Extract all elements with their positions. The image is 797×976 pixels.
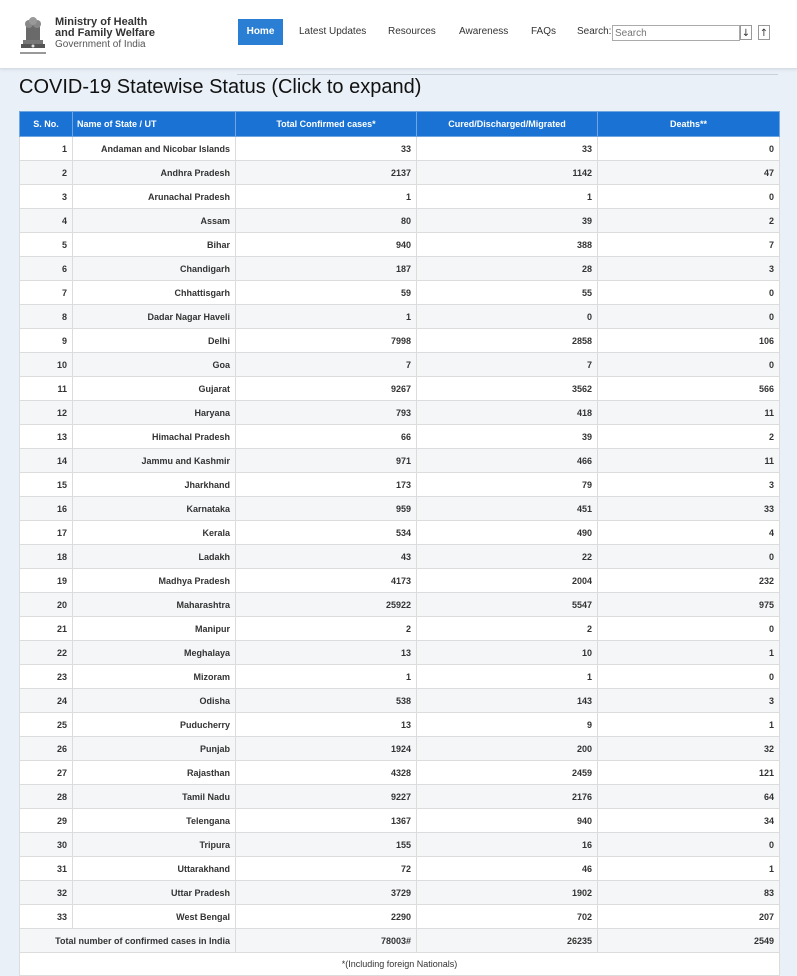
row-serial-no: 11 (20, 377, 73, 401)
row-confirmed: 33 (236, 137, 417, 161)
row-serial-no: 1 (20, 137, 73, 161)
row-serial-no: 23 (20, 665, 73, 689)
arrow-up-button[interactable]: ↑ (758, 25, 770, 40)
row-deaths: 33 (598, 497, 780, 521)
row-state-name: Karnataka (73, 497, 236, 521)
table-row[interactable] (20, 449, 780, 473)
table-row[interactable] (20, 761, 780, 785)
row-serial-no: 2 (20, 161, 73, 185)
row-cured: 2459 (417, 761, 598, 785)
table-row[interactable] (20, 161, 780, 185)
row-state-name: Uttar Pradesh (73, 881, 236, 905)
nav-latest-updates[interactable]: Latest Updates (299, 26, 367, 37)
row-state-name: Arunachal Pradesh (73, 185, 236, 209)
row-state-name: Tripura (73, 833, 236, 857)
row-cured: 39 (417, 209, 598, 233)
row-deaths: 83 (598, 881, 780, 905)
row-confirmed: 187 (236, 257, 417, 281)
arrow-down-button[interactable]: ↓ (740, 25, 752, 40)
row-state-name: Punjab (73, 737, 236, 761)
row-confirmed: 959 (236, 497, 417, 521)
row-deaths: 32 (598, 737, 780, 761)
row-confirmed: 2 (236, 617, 417, 641)
table-header-row (20, 112, 780, 137)
table-row[interactable] (20, 809, 780, 833)
table-row[interactable] (20, 569, 780, 593)
row-confirmed: 80 (236, 209, 417, 233)
row-state-name: Andhra Pradesh (73, 161, 236, 185)
table-row[interactable] (20, 425, 780, 449)
table-row[interactable] (20, 329, 780, 353)
row-deaths: 3 (598, 257, 780, 281)
ministry-line-2: and Family Welfare (55, 27, 156, 39)
row-confirmed: 3729 (236, 881, 417, 905)
row-cured: 2858 (417, 329, 598, 353)
row-cured: 33 (417, 137, 598, 161)
row-confirmed: 7998 (236, 329, 417, 353)
row-serial-no: 33 (20, 905, 73, 929)
row-serial-no: 32 (20, 881, 73, 905)
row-serial-no: 21 (20, 617, 73, 641)
row-cured: 702 (417, 905, 598, 929)
row-serial-no: 7 (20, 281, 73, 305)
row-cured: 22 (417, 545, 598, 569)
row-state-name: Dadar Nagar Haveli (73, 305, 236, 329)
row-deaths: 0 (598, 617, 780, 641)
row-confirmed: 534 (236, 521, 417, 545)
row-confirmed: 72 (236, 857, 417, 881)
table-row[interactable] (20, 881, 780, 905)
row-state-name: Ladakh (73, 545, 236, 569)
table-row[interactable] (20, 857, 780, 881)
row-serial-no: 12 (20, 401, 73, 425)
row-serial-no: 10 (20, 353, 73, 377)
row-confirmed: 538 (236, 689, 417, 713)
row-deaths: 4 (598, 521, 780, 545)
row-cured: 451 (417, 497, 598, 521)
row-state-name: Meghalaya (73, 641, 236, 665)
row-cured: 490 (417, 521, 598, 545)
row-state-name: Bihar (73, 233, 236, 257)
row-serial-no: 22 (20, 641, 73, 665)
row-cured: 2004 (417, 569, 598, 593)
row-cured: 5547 (417, 593, 598, 617)
row-confirmed: 1 (236, 305, 417, 329)
row-deaths: 0 (598, 353, 780, 377)
table-row[interactable] (20, 689, 780, 713)
row-state-name: Assam (73, 209, 236, 233)
row-confirmed: 155 (236, 833, 417, 857)
table-row[interactable] (20, 545, 780, 569)
row-deaths: 11 (598, 401, 780, 425)
table-total-row (20, 929, 780, 953)
row-confirmed: 971 (236, 449, 417, 473)
row-state-name: Rajasthan (73, 761, 236, 785)
row-confirmed: 1367 (236, 809, 417, 833)
row-deaths: 34 (598, 809, 780, 833)
table-row[interactable] (20, 737, 780, 761)
row-deaths: 64 (598, 785, 780, 809)
site-header (0, 0, 797, 69)
row-deaths: 11 (598, 449, 780, 473)
row-confirmed: 1924 (236, 737, 417, 761)
row-deaths: 7 (598, 233, 780, 257)
row-serial-no: 8 (20, 305, 73, 329)
row-serial-no: 28 (20, 785, 73, 809)
row-cured: 466 (417, 449, 598, 473)
row-confirmed: 4173 (236, 569, 417, 593)
row-state-name: Odisha (73, 689, 236, 713)
total-cured: 26235 (417, 929, 598, 953)
row-state-name: West Bengal (73, 905, 236, 929)
row-confirmed: 9227 (236, 785, 417, 809)
page-title[interactable]: COVID-19 Statewise Status (Click to expand) (19, 76, 422, 98)
row-deaths: 232 (598, 569, 780, 593)
row-state-name: Tamil Nadu (73, 785, 236, 809)
row-cured: 940 (417, 809, 598, 833)
table-row[interactable] (20, 377, 780, 401)
table-row[interactable] (20, 257, 780, 281)
row-deaths: 0 (598, 305, 780, 329)
row-deaths: 2 (598, 209, 780, 233)
row-confirmed: 1 (236, 185, 417, 209)
row-cured: 7 (417, 353, 598, 377)
header-serial-no: S. No. (20, 112, 73, 137)
row-confirmed: 13 (236, 713, 417, 737)
row-confirmed: 4328 (236, 761, 417, 785)
row-state-name: Delhi (73, 329, 236, 353)
table-row[interactable] (20, 905, 780, 929)
table-row[interactable] (20, 593, 780, 617)
row-state-name: Jammu and Kashmir (73, 449, 236, 473)
row-deaths: 1 (598, 713, 780, 737)
row-confirmed: 1 (236, 665, 417, 689)
row-confirmed: 43 (236, 545, 417, 569)
table-row[interactable] (20, 185, 780, 209)
header-deaths: Deaths** (598, 112, 780, 137)
nav-resources[interactable]: Resources (388, 26, 436, 37)
row-cured: 200 (417, 737, 598, 761)
row-cured: 143 (417, 689, 598, 713)
row-serial-no: 29 (20, 809, 73, 833)
row-state-name: Puducherry (73, 713, 236, 737)
row-confirmed: 59 (236, 281, 417, 305)
table-row[interactable] (20, 617, 780, 641)
statewise-status-table (19, 111, 780, 976)
row-serial-no: 31 (20, 857, 73, 881)
row-deaths: 0 (598, 545, 780, 569)
table-row[interactable] (20, 713, 780, 737)
row-cured: 388 (417, 233, 598, 257)
row-confirmed: 25922 (236, 593, 417, 617)
ministry-line-1: Ministry of Health (55, 16, 148, 28)
row-serial-no: 30 (20, 833, 73, 857)
row-cured: 1142 (417, 161, 598, 185)
row-serial-no: 18 (20, 545, 73, 569)
table-row[interactable] (20, 401, 780, 425)
national-emblem-icon (17, 10, 49, 58)
row-serial-no: 13 (20, 425, 73, 449)
row-deaths: 0 (598, 185, 780, 209)
row-state-name: Goa (73, 353, 236, 377)
row-deaths: 121 (598, 761, 780, 785)
row-deaths: 207 (598, 905, 780, 929)
row-cured: 1 (417, 185, 598, 209)
row-cured: 9 (417, 713, 598, 737)
row-state-name: Chandigarh (73, 257, 236, 281)
nav-awareness[interactable]: Awareness (459, 26, 509, 37)
row-cured: 55 (417, 281, 598, 305)
row-serial-no: 3 (20, 185, 73, 209)
header-confirmed: Total Confirmed cases* (236, 112, 417, 137)
table-row[interactable] (20, 521, 780, 545)
nav-home[interactable]: Home (238, 19, 283, 45)
row-confirmed: 7 (236, 353, 417, 377)
row-cured: 3562 (417, 377, 598, 401)
row-cured: 28 (417, 257, 598, 281)
row-deaths: 0 (598, 281, 780, 305)
row-confirmed: 13 (236, 641, 417, 665)
row-cured: 46 (417, 857, 598, 881)
row-state-name: Telengana (73, 809, 236, 833)
row-serial-no: 19 (20, 569, 73, 593)
row-serial-no: 4 (20, 209, 73, 233)
total-confirmed: 78003# (236, 929, 417, 953)
total-label: Total number of confirmed cases in India (20, 929, 236, 953)
table-row[interactable] (20, 497, 780, 521)
table-row[interactable] (20, 233, 780, 257)
search-input[interactable] (612, 25, 740, 41)
row-deaths: 1 (598, 641, 780, 665)
ministry-line-3: Government of India (55, 39, 146, 50)
table-row[interactable] (20, 473, 780, 497)
row-state-name: Chhattisgarh (73, 281, 236, 305)
table-row[interactable] (20, 833, 780, 857)
row-confirmed: 9267 (236, 377, 417, 401)
row-state-name: Madhya Pradesh (73, 569, 236, 593)
row-deaths: 0 (598, 665, 780, 689)
row-cured: 16 (417, 833, 598, 857)
row-state-name: Andaman and Nicobar Islands (73, 137, 236, 161)
row-serial-no: 25 (20, 713, 73, 737)
row-deaths: 975 (598, 593, 780, 617)
row-cured: 418 (417, 401, 598, 425)
row-state-name: Manipur (73, 617, 236, 641)
table-row[interactable] (20, 641, 780, 665)
row-serial-no: 16 (20, 497, 73, 521)
row-state-name: Kerala (73, 521, 236, 545)
row-state-name: Uttarakhand (73, 857, 236, 881)
row-deaths: 3 (598, 689, 780, 713)
row-cured: 2 (417, 617, 598, 641)
row-cured: 10 (417, 641, 598, 665)
row-deaths: 0 (598, 833, 780, 857)
row-deaths: 2 (598, 425, 780, 449)
row-deaths: 566 (598, 377, 780, 401)
row-cured: 1902 (417, 881, 598, 905)
row-serial-no: 26 (20, 737, 73, 761)
row-state-name: Mizoram (73, 665, 236, 689)
row-state-name: Maharashtra (73, 593, 236, 617)
row-confirmed: 66 (236, 425, 417, 449)
table-row[interactable] (20, 785, 780, 809)
row-deaths: 0 (598, 137, 780, 161)
row-confirmed: 173 (236, 473, 417, 497)
table-row[interactable] (20, 281, 780, 305)
header-cured: Cured/Discharged/Migrated (417, 112, 598, 137)
row-serial-no: 24 (20, 689, 73, 713)
row-cured: 1 (417, 665, 598, 689)
header-state-name: Name of State / UT (73, 112, 236, 137)
row-serial-no: 15 (20, 473, 73, 497)
table-row[interactable] (20, 137, 780, 161)
table-row[interactable] (20, 665, 780, 689)
ministry-name[interactable] (55, 17, 155, 50)
total-deaths: 2549 (598, 929, 780, 953)
table-row[interactable] (20, 209, 780, 233)
title-divider (237, 74, 778, 75)
row-deaths: 106 (598, 329, 780, 353)
row-state-name: Gujarat (73, 377, 236, 401)
row-confirmed: 2290 (236, 905, 417, 929)
row-deaths: 3 (598, 473, 780, 497)
row-serial-no: 5 (20, 233, 73, 257)
row-state-name: Haryana (73, 401, 236, 425)
row-cured: 0 (417, 305, 598, 329)
row-serial-no: 20 (20, 593, 73, 617)
row-deaths: 1 (598, 857, 780, 881)
foreign-nationals-note: *(Including foreign Nationals) (20, 953, 780, 976)
row-serial-no: 6 (20, 257, 73, 281)
row-cured: 39 (417, 425, 598, 449)
row-confirmed: 940 (236, 233, 417, 257)
nav-faqs[interactable]: FAQs (531, 26, 557, 37)
row-cured: 2176 (417, 785, 598, 809)
row-deaths: 47 (598, 161, 780, 185)
row-state-name: Himachal Pradesh (73, 425, 236, 449)
row-confirmed: 793 (236, 401, 417, 425)
row-confirmed: 2137 (236, 161, 417, 185)
row-serial-no: 14 (20, 449, 73, 473)
table-row[interactable] (20, 305, 780, 329)
row-state-name: Jharkhand (73, 473, 236, 497)
row-serial-no: 9 (20, 329, 73, 353)
row-serial-no: 17 (20, 521, 73, 545)
search-label: Search: (577, 26, 612, 37)
table-note-row (20, 953, 780, 976)
table-row[interactable] (20, 353, 780, 377)
row-serial-no: 27 (20, 761, 73, 785)
row-cured: 79 (417, 473, 598, 497)
